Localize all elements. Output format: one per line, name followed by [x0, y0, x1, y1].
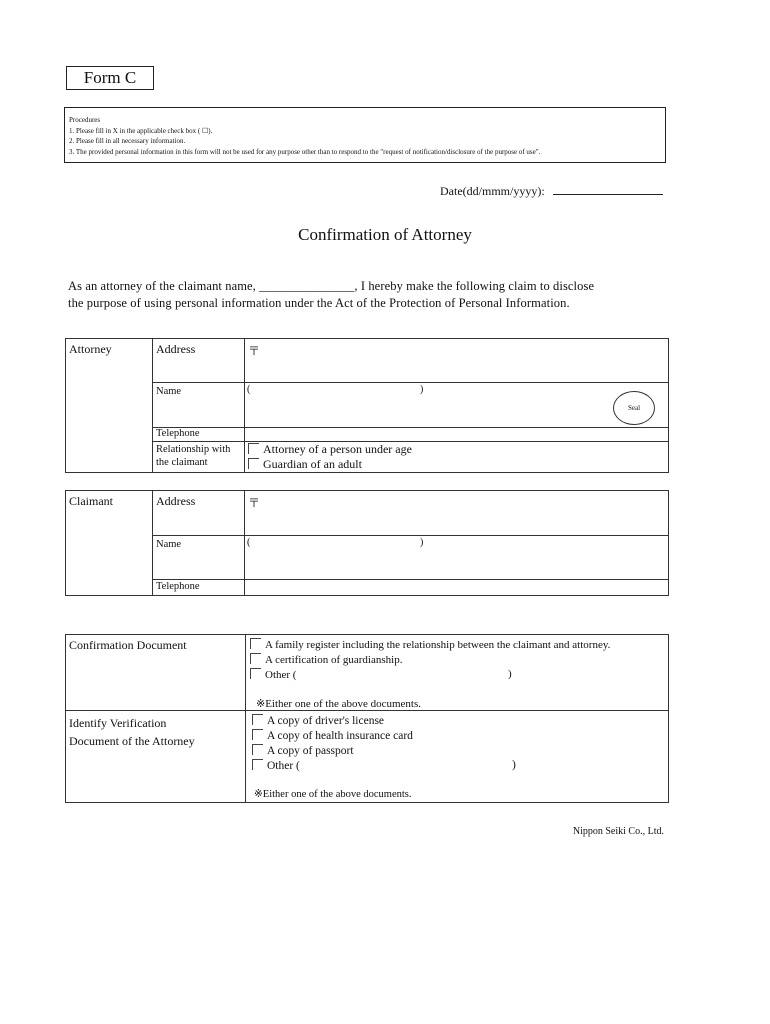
checkbox[interactable]	[250, 668, 261, 679]
date-label: Date(dd/mmm/yyyy):	[440, 184, 545, 198]
procedures-heading: Procedures	[69, 116, 101, 124]
claimant-telephone-field[interactable]	[245, 580, 669, 596]
attorney-table	[65, 338, 669, 473]
checkbox[interactable]	[248, 443, 259, 454]
claimant-section-label: Claimant	[66, 491, 153, 596]
confirmation-option[interactable]	[250, 638, 666, 653]
confirmation-option[interactable]	[250, 653, 666, 668]
postal-mark: 〒	[248, 344, 261, 358]
relationship-label-2: the claimant	[156, 457, 208, 468]
checkbox[interactable]	[252, 759, 263, 770]
company-name: Nippon Seiki Co., Ltd.	[572, 826, 664, 837]
option-label: A family register including the relationship between the claimant and attorney.	[265, 639, 611, 651]
relationship-option[interactable]	[248, 457, 666, 472]
identify-label-1: Identify Verification	[69, 716, 167, 730]
confirmation-document-label: Confirmation Document	[66, 635, 246, 711]
option-label: A copy of health insurance card	[267, 730, 413, 742]
attorney-section-label: Attorney	[66, 339, 153, 473]
paren-close: )	[420, 384, 424, 395]
claimant-address-field[interactable]	[245, 491, 669, 536]
relationship-option[interactable]	[248, 442, 666, 457]
relationship-options	[245, 442, 669, 473]
date-blank[interactable]	[553, 183, 663, 195]
intro-text	[68, 278, 678, 312]
option-label: Guardian of an adult	[263, 457, 362, 471]
paren-open: (	[247, 537, 251, 548]
attorney-address-label: Address	[153, 339, 245, 383]
paren-close: )	[512, 759, 516, 771]
checkbox[interactable]	[250, 638, 261, 649]
attorney-telephone-field[interactable]	[245, 428, 669, 442]
option-label: A copy of passport	[267, 745, 354, 757]
attorney-address-field[interactable]	[245, 339, 669, 383]
claimant-name-label: Name	[153, 536, 245, 580]
checkbox[interactable]	[250, 653, 261, 664]
paren-open: (	[247, 384, 251, 395]
intro-line-2: the purpose of using personal information under the Act of the Protection of Personal Information.	[68, 296, 570, 310]
identify-option[interactable]	[252, 714, 666, 729]
intro-line-1: As an attorney of the claimant name, _______________, I hereby make the following claim to disclose	[68, 279, 595, 293]
form-label: Form C	[66, 66, 154, 90]
identify-option[interactable]	[252, 729, 666, 744]
relationship-label-1: Relationship with	[156, 444, 231, 455]
claimant-name-field[interactable]	[245, 536, 669, 580]
option-label: Attorney of a person under age	[263, 442, 412, 456]
identify-label	[66, 711, 246, 803]
checkbox[interactable]	[248, 458, 259, 469]
confirmation-note: ※Either one of the above documents.	[256, 698, 421, 710]
attorney-name-field[interactable]	[245, 383, 669, 428]
option-label: Other (	[265, 669, 297, 681]
checkbox[interactable]	[252, 729, 263, 740]
attorney-telephone-label: Telephone	[153, 428, 245, 442]
identify-options	[246, 711, 669, 803]
confirmation-options	[246, 635, 669, 711]
identify-option[interactable]	[252, 759, 666, 774]
option-label: Other (	[267, 760, 300, 772]
checkbox[interactable]	[252, 744, 263, 755]
checkbox[interactable]	[252, 714, 263, 725]
attorney-name-label: Name	[153, 383, 245, 428]
confirmation-option[interactable]	[250, 668, 666, 683]
identify-note: ※Either one of the above documents.	[254, 789, 412, 800]
identify-option[interactable]	[252, 744, 666, 759]
option-label: A copy of driver's license	[267, 715, 385, 727]
option-label: A certification of guardianship.	[265, 654, 403, 666]
seal-stamp: Seal	[613, 391, 655, 425]
procedure-item: 1. Please fill in X in the applicable check box ( ☐).	[69, 126, 213, 135]
claimant-table	[65, 490, 669, 596]
claimant-telephone-label: Telephone	[153, 580, 245, 596]
claimant-address-label: Address	[153, 491, 245, 536]
relationship-label	[153, 442, 245, 473]
procedure-item: 2. Please fill in all necessary information.	[69, 137, 186, 145]
documents-table	[65, 634, 669, 803]
page-title: Confirmation of Attorney	[298, 225, 472, 244]
paren-close: )	[508, 668, 512, 680]
date-field[interactable]	[440, 183, 663, 199]
identify-label-2: Document of the Attorney	[69, 734, 195, 748]
postal-mark: 〒	[248, 496, 261, 510]
paren-close: )	[420, 537, 424, 548]
procedures-box	[64, 107, 666, 163]
procedure-item: 3. The provided personal information in this form will not be used for any purpose other than to respond to the "request of notification/disclosure of the purpose of use".	[69, 147, 541, 156]
